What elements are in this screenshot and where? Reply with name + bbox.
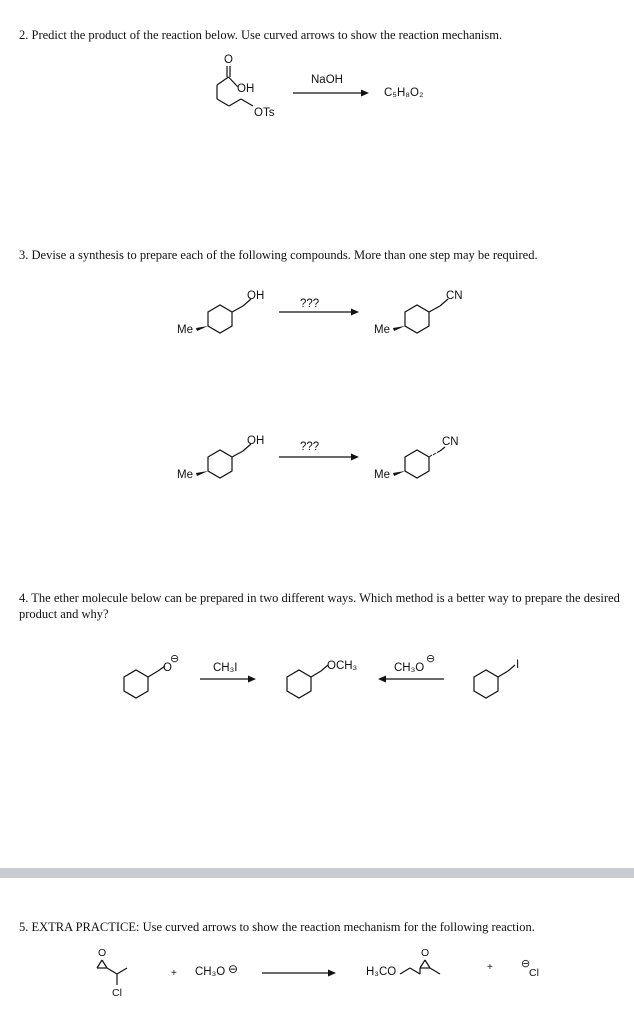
q3-r1-oh-label: OH — [247, 290, 265, 302]
q3-r2-me-end-label: Me — [374, 469, 390, 481]
section-divider — [0, 868, 634, 878]
q4-reagent-left-label: CH₃I — [213, 662, 238, 674]
question-4-text: 4. The ether molecule below can be prepared in two different ways. Which method is a better way to prepare the desired product and why? — [19, 591, 620, 621]
q4-reverse-arrow — [378, 674, 448, 684]
q4-alkoxide-charge-icon: ⊖ — [170, 653, 180, 665]
q4-reagent-right-label: CH₃O — [394, 662, 425, 674]
q3-r1-reagent-label: ??? — [300, 298, 320, 310]
q3-r1-me-start-label: Me — [177, 324, 193, 336]
q2-ots-label: OTs — [254, 107, 275, 119]
q3-r2-reaction-arrow — [279, 452, 364, 462]
q5-chloride-charge-icon: ⊖ — [521, 958, 531, 970]
q5-methoxide-charge-icon: ⊖ — [228, 962, 239, 976]
q2-oh-label: OH — [237, 83, 255, 95]
q2-carbonyl-o-label: O — [224, 54, 233, 66]
q4-iodide-label: I — [516, 659, 520, 671]
q5-cl-label: Cl — [112, 987, 122, 999]
q3-r2-oh-label: OH — [247, 435, 265, 447]
q5-methoxide-label: CH₃O — [195, 966, 226, 978]
q4-forward-arrow — [200, 674, 260, 684]
q2-reagent-label: NaOH — [311, 74, 343, 86]
q2-reaction-arrow — [293, 88, 373, 98]
q3-r2-me-start-label: Me — [177, 469, 193, 481]
q5-chloride-label: Cl — [529, 967, 539, 979]
q4-product-label: OCH₃ — [327, 660, 358, 672]
q3-r2-cn-label: CN — [442, 436, 459, 448]
q5-product-h3co-label: H₃CO — [366, 966, 397, 978]
question-2-text: 2. Predict the product of the reaction below. Use curved arrows to show the reaction mechanism. — [19, 28, 503, 42]
q4-reagent-right-charge-icon: ⊖ — [426, 653, 436, 665]
q5-plus-sign-2: + — [487, 962, 493, 973]
q4-alkoxide-o-label: O — [163, 662, 172, 674]
q5-product-o-label: O — [421, 947, 430, 959]
q3-r2-reagent-label: ??? — [300, 441, 320, 453]
q2-product-formula: C₅H₈O₂ — [384, 87, 424, 99]
q3-r1-reaction-arrow — [279, 307, 364, 317]
q5-epoxide-o-label: O — [98, 947, 107, 959]
q3-r2-product-structure — [392, 435, 472, 485]
question-3-text: 3. Devise a synthesis to prepare each of the following compounds. More than one step may be required. — [19, 248, 538, 262]
q3-r1-cn-label: CN — [446, 290, 463, 302]
q3-r1-me-end-label: Me — [374, 324, 390, 336]
question-5-text: 5. EXTRA PRACTICE: Use curved arrows to show the reaction mechanism for the following reaction. — [19, 920, 535, 934]
q5-reaction-arrow — [262, 968, 342, 978]
q4-alkoxide-structure — [122, 660, 182, 705]
q4-alkyl-iodide-structure — [472, 660, 532, 705]
q5-plus-sign-1: + — [171, 968, 177, 979]
